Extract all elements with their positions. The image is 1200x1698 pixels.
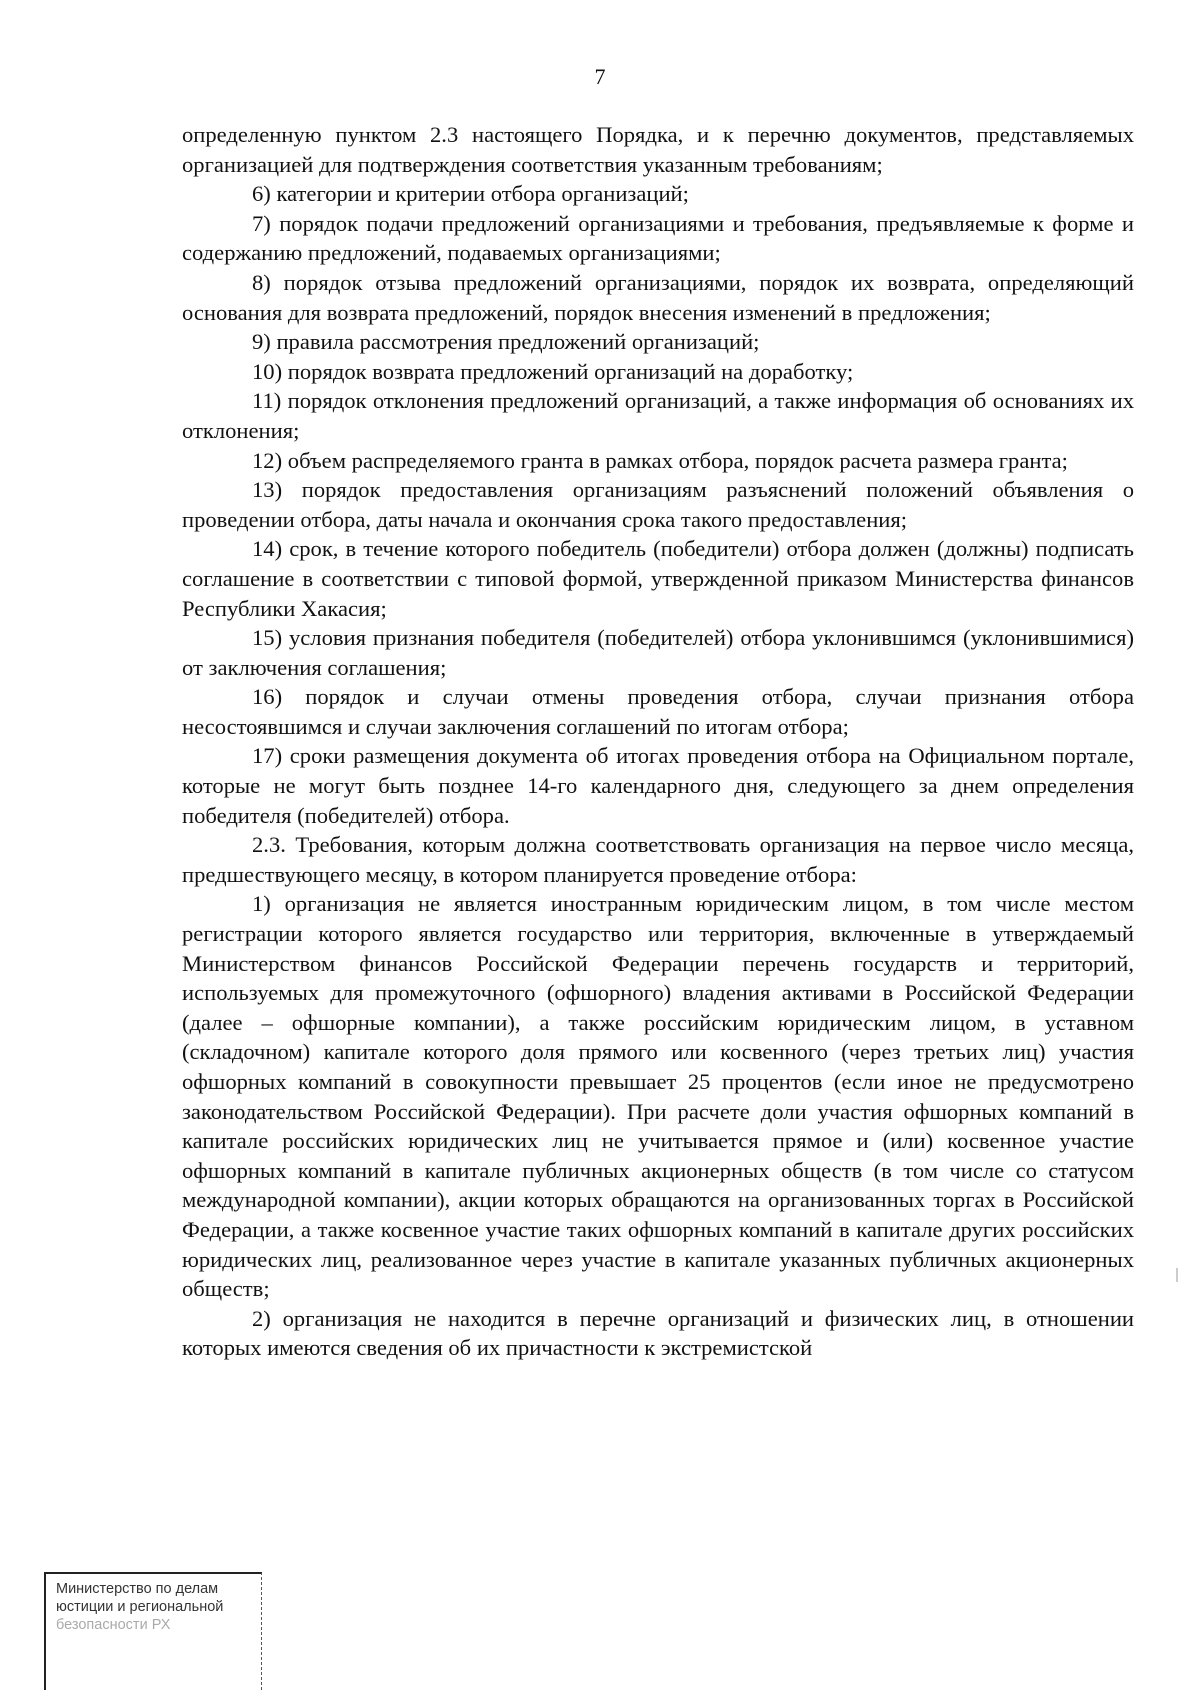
stamp-line: юстиции и региональной — [56, 1599, 224, 1615]
paragraph: 15) условия признания победителя (победителей) отбора уклонившимся (уклонившимися) от заключения соглашения; — [182, 625, 1134, 680]
paragraph: 2.3. Требования, которым должна соответствовать организация на первое число месяца, предшествующего месяцу, в котором планируется проведение отбора: — [182, 832, 1134, 887]
paragraph: определенную пунктом 2.3 настоящего Порядка, и к перечню документов, представляемых организацией для подтверждения соответствия указанным требованиям; — [182, 122, 1134, 177]
page-number: 7 — [594, 64, 606, 89]
paragraph: 16) порядок и случаи отмены проведения отбора, случаи признания отбора несостоявшимся и случаи заключения соглашений по итогам отбора; — [182, 684, 1134, 739]
paragraph: 2) организация не находится в перечне организаций и физических лиц, в отношении которых имеются сведения об их причастности к экстремистской — [182, 1305, 1134, 1361]
stamp-line: Министерство по делам — [56, 1581, 219, 1597]
paragraph: 12) объем распределяемого гранта в рамках отбора, порядок расчета размера гранта; — [252, 447, 1068, 473]
paragraph: 6) категории и критерии отбора организаций; — [252, 181, 689, 207]
paragraph: 13) порядок предоставления организациям разъяснений положений объявления о проведении отбора, даты начала и окончания срока такого предоставления; — [182, 477, 1134, 532]
scan-mark — [1176, 1268, 1178, 1282]
stamp-line: безопасности РХ — [56, 1617, 171, 1633]
paragraph: 17) сроки размещения документа об итогах проведения отбора на Официальном портале, которые не могут быть позднее 14-го календарного дня, следующего за днем определения победителя (победителей) отбора. — [182, 743, 1134, 828]
paragraph: 8) порядок отзыва предложений организациями, порядок их возврата, определяющий основания для возврата предложений, порядок внесения изменений в предложения; — [182, 269, 1134, 325]
document-body — [182, 120, 1134, 1363]
ministry-stamp — [44, 1572, 262, 1690]
paragraph: 10) порядок возврата предложений организаций на доработку; — [252, 358, 854, 384]
paragraph: 11) порядок отклонения предложений организаций, а также информация об основаниях их отклонения; — [182, 388, 1134, 443]
paragraph: 9) правила рассмотрения предложений организаций; — [252, 329, 760, 355]
paragraph: 1) организация не является иностранным юридическим лицом, в том числе местом регистрации которого является государство или территория, включенные в утверждаемый Министерством финансов Российской Федерации перечень государств и территорий, используемых для промежуточного (офшорного) владения активами в Российской Федерации (далее – офшорные компании), а также российским юридическим лицом, в уставном (складочном) капитале которого доля прямого или косвенного (через третьих лиц) участия офшорных компаний в совокупности превышает 25 процентов (если иное не предусмотрено законодательством Российской Федерации). При расчете доли участия офшорных компаний в капитале российских юридических лиц не учитывается прямое и (или) косвенное участие офшорных компаний в капитале публичных акционерных обществ (в том числе со статусом международной компании), акции которых обращаются на организованных торгах в Российской Федерации, а также косвенное участие таких офшорных компаний в капитале других российских юридических лиц, реализованное через участие в капитале указанных публичных акционерных обществ; — [182, 891, 1134, 1302]
paragraph: 7) порядок подачи предложений организациями и требования, предъявляемые к форме и содержанию предложений, подаваемых организациями; — [182, 210, 1134, 266]
paragraph: 14) срок, в течение которого победитель (победители) отбора должен (должны) подписать соглашение в соответствии с типовой формой, утвержденной приказом Министерства финансов Республики Хакасия; — [182, 536, 1134, 621]
